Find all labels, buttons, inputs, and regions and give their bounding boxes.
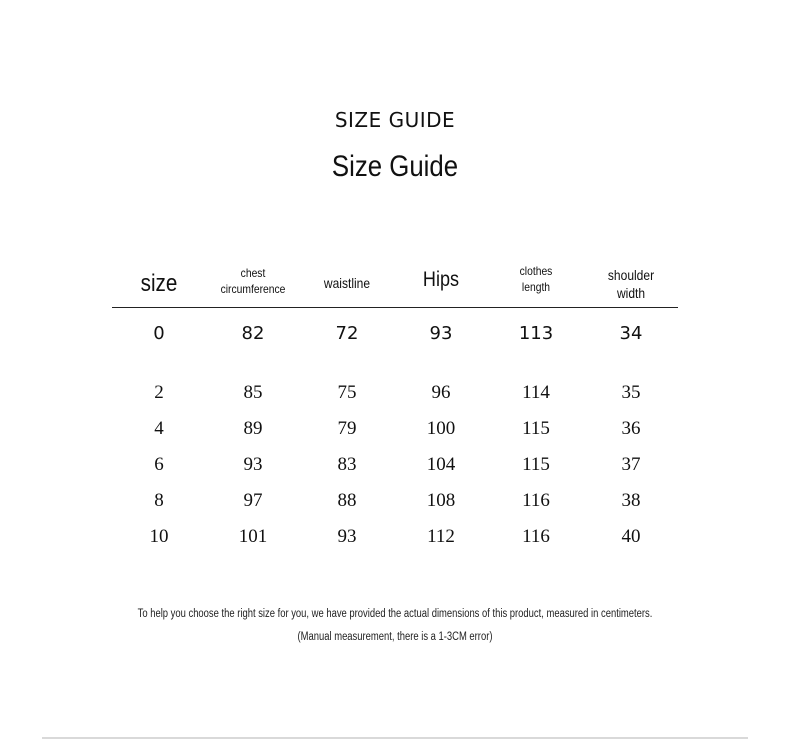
header-divider [112,307,678,308]
cell-waistline: 72 [335,323,359,344]
cell-size: 10 [149,526,169,547]
cell-chest: 101 [238,526,268,547]
header-hips: Hips [422,268,460,291]
cell-size: 6 [154,454,164,475]
cell-length: 114 [522,382,550,403]
header-chest-line2: circumference [220,282,286,296]
cell-shoulder: 37 [621,454,641,475]
size-guide-title: Size Guide [331,150,459,183]
cell-size: 4 [154,418,164,439]
cell-hips: 112 [427,526,455,547]
cell-waistline: 93 [337,526,357,547]
header-clothes-line2: length [521,280,551,294]
header-shoulder-width [584,266,679,302]
cell-hips: 93 [429,323,453,344]
cell-waistline: 75 [337,382,357,403]
cell-shoulder: 34 [619,323,643,344]
cell-size: 0 [153,323,165,344]
cell-chest: 97 [243,490,263,511]
cell-waistline: 83 [337,454,357,475]
header-shoulder-line1: shoulder [607,267,655,283]
cell-hips: 100 [426,418,456,439]
cell-shoulder: 38 [621,490,641,511]
measurement-error-note: (Manual measurement, there is a 1-3CM error) [297,631,493,643]
header-shoulder-line2: width [616,285,646,301]
header-clothes-line1: clothes [519,264,553,278]
cell-length: 115 [522,454,550,475]
cell-hips: 104 [426,454,456,475]
measurement-note: To help you choose the right size for you, we have provided the actual dimensions of this product, measured in centimeters. [137,608,653,620]
header-chest-circumference [206,265,301,297]
cell-waistline: 88 [337,490,357,511]
header-clothes-length [489,263,584,295]
cell-chest: 93 [243,454,263,475]
cell-shoulder: 35 [621,382,641,403]
cell-size: 8 [154,490,164,511]
size-guide-heading: SIZE GUIDE [334,108,456,132]
cell-chest: 85 [243,382,263,403]
header-waistline: waistline [323,275,371,291]
cell-length: 116 [522,490,550,511]
cell-waistline: 79 [337,418,357,439]
cell-hips: 108 [426,490,456,511]
cell-hips: 96 [431,382,451,403]
header-size: size [140,270,178,297]
cell-chest: 82 [241,323,265,344]
cell-length: 113 [518,323,554,344]
cell-length: 115 [522,418,550,439]
cell-size: 2 [154,382,164,403]
cell-shoulder: 36 [621,418,641,439]
cell-length: 116 [522,526,550,547]
cell-chest: 89 [243,418,263,439]
cell-shoulder: 40 [621,526,641,547]
header-chest-line1: chest [240,266,266,280]
